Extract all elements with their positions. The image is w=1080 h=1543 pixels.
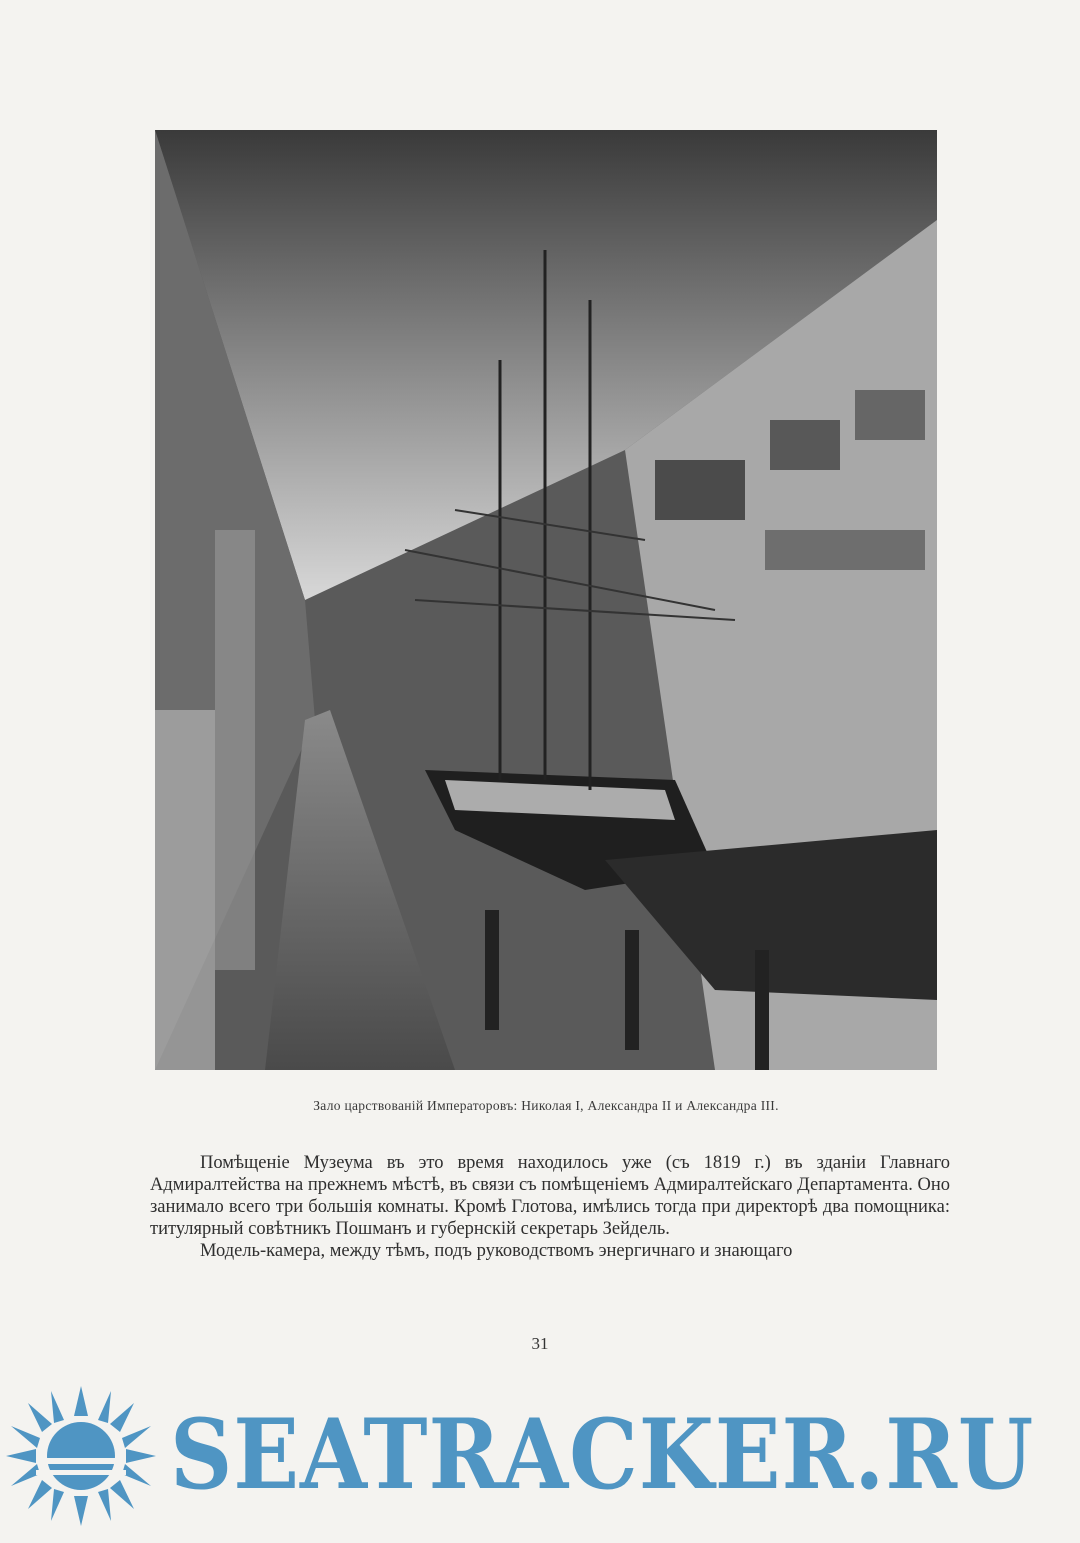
page-number: 31 <box>531 1334 549 1353</box>
sun-icon <box>6 1386 156 1526</box>
body-text <box>150 1152 950 1262</box>
watermark <box>0 1380 1080 1530</box>
museum-hall-photo <box>155 130 937 1070</box>
photo-caption: Зало царствованій Императоровъ: Николая I, Александра II и Александра III. <box>313 1098 779 1113</box>
paragraph: Помѣщеніе Музеума въ это время находилось уже (съ 1819 г.) въ зданіи Главнаго Адмиралтейства на прежнемъ мѣстѣ, въ связи съ помѣщеніемъ Адмиралтейскаго Департамента. Оно занимало всего три большія комнаты. Кромѣ Глотова, имѣлись тогда при директорѣ два помощника: титулярный совѣтникъ Пошманъ и губернскій секретарь Зейдель. <box>150 1153 950 1239</box>
paragraph: Модель-камера, между тѣмъ, подъ руководствомъ энергичнаго и знающаго <box>200 1241 793 1261</box>
watermark-text: SEATRACKER.RU <box>170 1398 1035 1511</box>
